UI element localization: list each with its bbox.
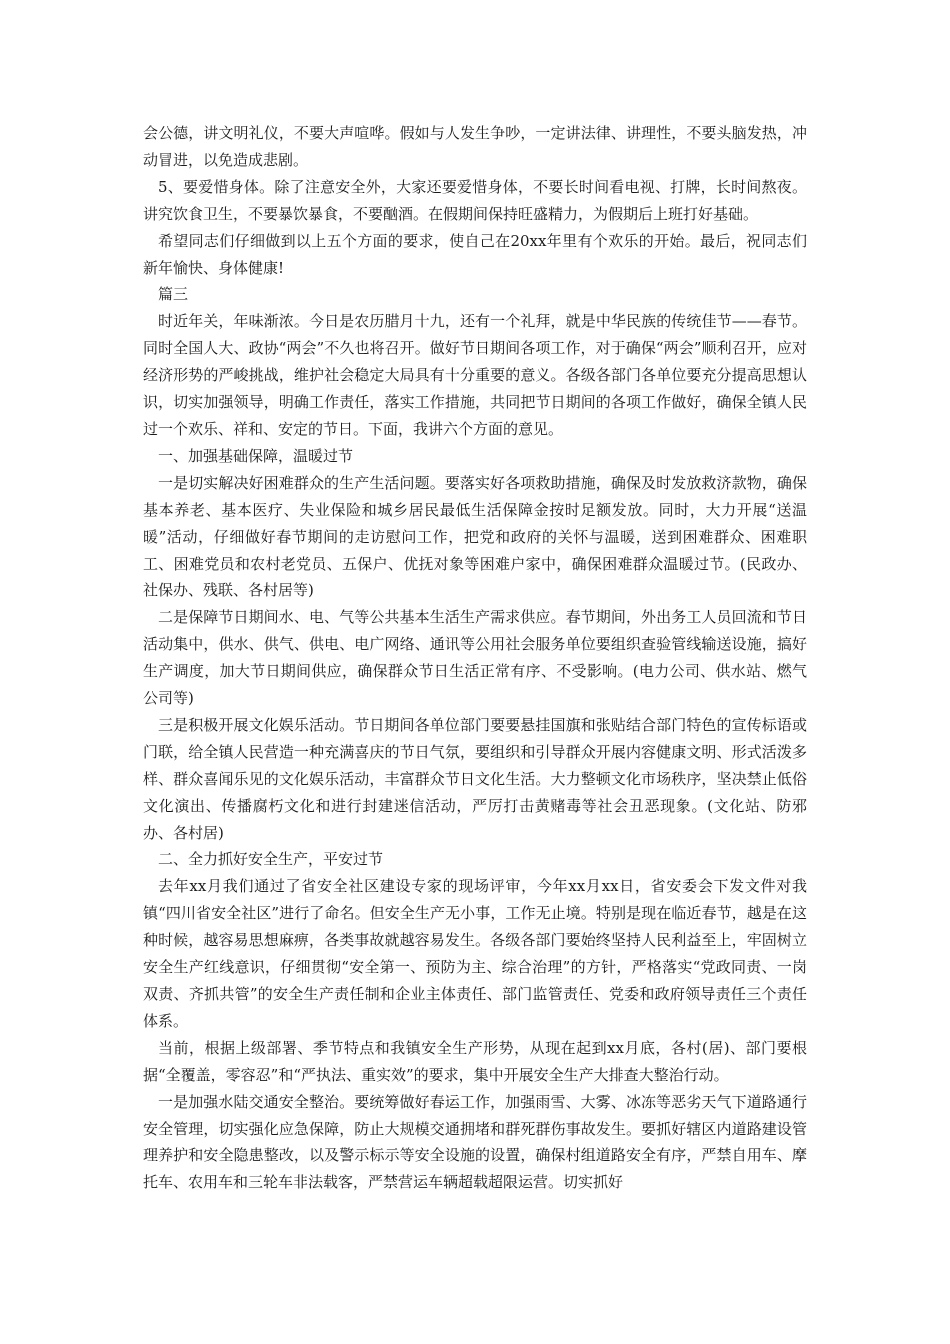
section-heading-two: 二、全力抓好安全生产，平安过节 — [158, 850, 384, 869]
section-heading-one: 一、加强基础保障，温暖过节 — [158, 446, 354, 465]
paragraph-closing-wish: 希望同志们仔细做到以上五个方面的要求，使自己在20xx年里有个欢乐的开始。最后，祝同志们新年愉快、身体健康! — [143, 231, 807, 277]
document-body — [143, 120, 807, 1196]
paragraph-item-5: 5、要爱惜身体。除了注意安全外，大家还要爱惜身体，不要长时间看电视、打牌，长时间熬夜。讲究饮食卫生，不要暴饮暴食，不要酗酒。在假期间保持旺盛精力，为假期后上班打好基础。 — [143, 177, 807, 223]
paragraph-continuation: 会公德，讲文明礼仪，不要大声喧哗。假如与人发生争吵，一定讲法律、讲理性，不要头脑发热，冲动冒进，以免造成悲剧。 — [143, 124, 807, 169]
paragraph-current-action: 当前，根据上级部署、季节特点和我镇安全生产形势，从现在起到xx月底，各村(居)、部门要根据“全覆盖，零容忍”和“严执法、重实效”的要求，集中开展安全生产大排查大整治行动。 — [143, 1038, 807, 1084]
section-heading-part-three: 篇三 — [158, 285, 189, 304]
paragraph-point-one: 一是切实解决好困难群众的生产生活问题。要落实好各项救助措施，确保及时发放救济款物，确保基本养老、基本医疗、失业保险和城乡居民最低生活保障金按时足额发放。同时，大力开展“送温暖”活动，仔细做好春节期间的走访慰问工作，把党和政府的关怀与温暖，送到困难群众、困难职工、困难党员和农村老党员、五保户、优抚对象等困难户家中，确保困难群众温暖过节。(民政办、社保办、残联、各村居等) — [143, 473, 807, 600]
paragraph-traffic-safety: 一是加强水陆交通安全整治。要统筹做好春运工作，加强雨雪、大雾、冰冻等恶劣天气下道路通行安全管理，切实强化应急保障，防止大规模交通拥堵和群死群伤事故发生。要抓好辖区内道路建设管理养护和安全隐患整改，以及警示标示等安全设施的设置，确保村组道路安全有序，严禁自用车、摩托车、农用车和三轮车非法载客，严禁营运车辆超载超限运营。切实抓好 — [143, 1092, 807, 1192]
paragraph-safety-review: 去年xx月我们通过了省安全社区建设专家的现场评审，今年xx月xx日，省安委会下发文件对我镇“四川省安全社区”进行了命名。但安全生产无小事，工作无止境。特别是现在临近春节，越是在这种时候，越容易思想麻痹，各类事故就越容易发生。各级各部门要始终坚持人民利益至上，牢固树立安全生产红线意识，仔细贯彻“安全第一、预防为主、综合治理”的方针，严格落实“党政同责、一岗双责、齐抓共管”的安全生产责任制和企业主体责任、部门监管责任、党委和政府领导责任三个责任体系。 — [143, 877, 807, 1030]
paragraph-introduction: 时近年关，年味渐浓。今日是农历腊月十九，还有一个礼拜，就是中华民族的传统佳节——春节。同时全国人大、政协“两会”不久也将召开。做好节日期间各项工作，对于确保“两会”顺利召开，应对经济形势的严峻挑战，维护社会稳定大局具有十分重要的意义。各级各部门各单位要充分提高思想认识，切实加强领导，明确工作责任，落实工作措施，共同把节日期间的各项工作做好，确保全镇人民过一个欢乐、祥和、安定的节日。下面，我讲六个方面的意见。 — [143, 312, 807, 438]
paragraph-point-two: 二是保障节日期间水、电、气等公共基本生活生产需求供应。春节期间，外出务工人员回流和节日活动集中，供水、供气、供电、电广网络、通讯等公用社会服务单位要组织查验管线输送设施，搞好生产调度，加大节日期间供应，确保群众节日生活正常有序、不受影响。(电力公司、供水站、燃气公司等) — [143, 608, 807, 708]
paragraph-point-three: 三是积极开展文化娱乐活动。节日期间各单位部门要要悬挂国旗和张贴结合部门特色的宣传标语或门联，给全镇人民营造一种充满喜庆的节日气氛，要组织和引导群众开展内容健康文明、形式活泼多样、群众喜闻乐见的文化娱乐活动，丰富群众节日文化生活。大力整顿文化市场秩序，坚决禁止低俗文化演出、传播腐朽文化和进行封建迷信活动，严厉打击黄赌毒等社会丑恶现象。(文化站、防邪办、各村居) — [143, 715, 807, 842]
